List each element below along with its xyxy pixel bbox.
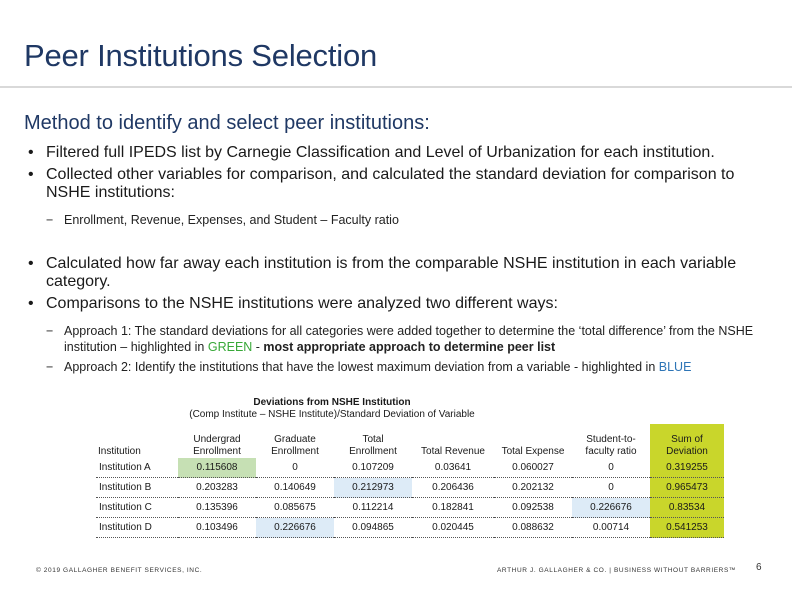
col-graduate: Graduate Enrollment	[271, 434, 319, 457]
bullet-icon: •	[28, 166, 34, 183]
cell-sum: 0.319255	[650, 458, 724, 478]
bullet-item	[28, 255, 778, 291]
col-revenue: Total Revenue	[421, 446, 485, 457]
section-subtitle: Method to identify and select peer institutions:	[24, 112, 430, 134]
cell-undergrad: 0.115608	[178, 458, 256, 478]
cell-total: 0.212973	[334, 478, 412, 498]
cell-sum: 0.965473	[650, 478, 724, 498]
cell-graduate: 0.226676	[256, 518, 334, 538]
table-row	[96, 478, 724, 498]
row-institution: Institution C	[96, 498, 178, 518]
bullet-item	[28, 144, 778, 162]
cell-graduate: 0.085675	[256, 498, 334, 518]
dash-icon: −	[46, 360, 54, 374]
col-expense: Total Expense	[501, 446, 565, 457]
approach-1-text: Approach 1: The standard deviations for all categories were added together to determine the ‘total difference’ from the NSHE institution – highlighted in GREEN - most appropriate approach to determine peer list	[64, 324, 754, 354]
page-number: 6	[756, 562, 762, 573]
table-subtitle: (Comp Institute – NSHE Institute)/Standard Deviation of Variable	[189, 409, 475, 420]
table-row	[96, 498, 724, 518]
cell-expense: 0.060027	[494, 458, 572, 478]
cell-undergrad: 0.203283	[178, 478, 256, 498]
bullet-item	[28, 295, 778, 313]
cell-graduate: 0.140649	[256, 478, 334, 498]
col-undergrad: Undergrad Enrollment	[193, 434, 241, 457]
cell-total: 0.112214	[334, 498, 412, 518]
bullet-icon: •	[28, 295, 34, 312]
cell-expense: 0.092538	[494, 498, 572, 518]
bullet-text: Calculated how far away each institution is from the comparable NSHE institution in each variable category.	[46, 255, 737, 290]
footer-copyright: © 2019 GALLAGHER BENEFIT SERVICES, INC.	[36, 567, 203, 574]
col-institution: Institution	[98, 446, 141, 457]
table-heading	[0, 397, 664, 421]
bullet-text: Filtered full IPEDS list by Carnegie Classification and Level of Urbanization for each institution.	[46, 144, 715, 161]
sub-bullet-item	[28, 323, 778, 355]
sub-bullet-text: Enrollment, Revenue, Expenses, and Student – Faculty ratio	[64, 213, 399, 227]
bullet-icon: •	[28, 144, 34, 161]
bullet-item	[28, 166, 778, 202]
cell-revenue: 0.206436	[412, 478, 494, 498]
sub-bullet-item	[28, 359, 778, 375]
sub-bullet-item	[28, 212, 778, 228]
cell-graduate: 0	[256, 458, 334, 478]
cell-sf: 0	[572, 478, 650, 498]
cell-sf: 0.00714	[572, 518, 650, 538]
bullet-text: Collected other variables for comparison, and calculated the standard deviation for comparison to NSHE institutions:	[46, 166, 735, 201]
cell-total: 0.094865	[334, 518, 412, 538]
title-divider	[0, 86, 792, 88]
row-institution: Institution B	[96, 478, 178, 498]
row-institution: Institution D	[96, 518, 178, 538]
cell-revenue: 0.020445	[412, 518, 494, 538]
col-total: Total Enrollment	[349, 434, 397, 457]
col-sum: Sum of Deviation	[650, 424, 724, 458]
bullet-list-bottom	[28, 255, 778, 379]
green-label: GREEN	[207, 340, 253, 354]
cell-undergrad: 0.135396	[178, 498, 256, 518]
cell-total: 0.107209	[334, 458, 412, 478]
page-title: Peer Institutions Selection	[24, 38, 378, 73]
cell-revenue: 0.182841	[412, 498, 494, 518]
footer-company: ARTHUR J. GALLAGHER & CO. | BUSINESS WITHOUT BARRIERS™	[497, 567, 736, 574]
col-student-faculty: Student-to- faculty ratio	[585, 434, 637, 457]
cell-expense: 0.202132	[494, 478, 572, 498]
table-row	[96, 518, 724, 538]
cell-expense: 0.088632	[494, 518, 572, 538]
approach-2-text: Approach 2: Identify the institutions that have the lowest maximum deviation from a variable - highlighted in BLUE	[64, 360, 692, 374]
dash-icon: −	[46, 324, 54, 338]
table-header-row	[96, 424, 724, 458]
deviation-table	[96, 424, 724, 538]
bullet-text: Comparisons to the NSHE institutions were analyzed two different ways:	[46, 295, 558, 312]
cell-sum: 0.541253	[650, 518, 724, 538]
cell-sum: 0.83534	[650, 498, 724, 518]
table-title: Deviations from NSHE Institution	[253, 397, 411, 408]
cell-revenue: 0.03641	[412, 458, 494, 478]
approach-1-emphasis: most appropriate approach to determine peer list	[263, 340, 556, 354]
dash-icon: −	[46, 213, 54, 227]
cell-undergrad: 0.103496	[178, 518, 256, 538]
bullet-list-top	[28, 144, 778, 232]
table-row	[96, 458, 724, 478]
cell-sf: 0	[572, 458, 650, 478]
row-institution: Institution A	[96, 458, 178, 478]
blue-label: BLUE	[658, 360, 692, 374]
bullet-icon: •	[28, 255, 34, 272]
cell-sf: 0.226676	[572, 498, 650, 518]
